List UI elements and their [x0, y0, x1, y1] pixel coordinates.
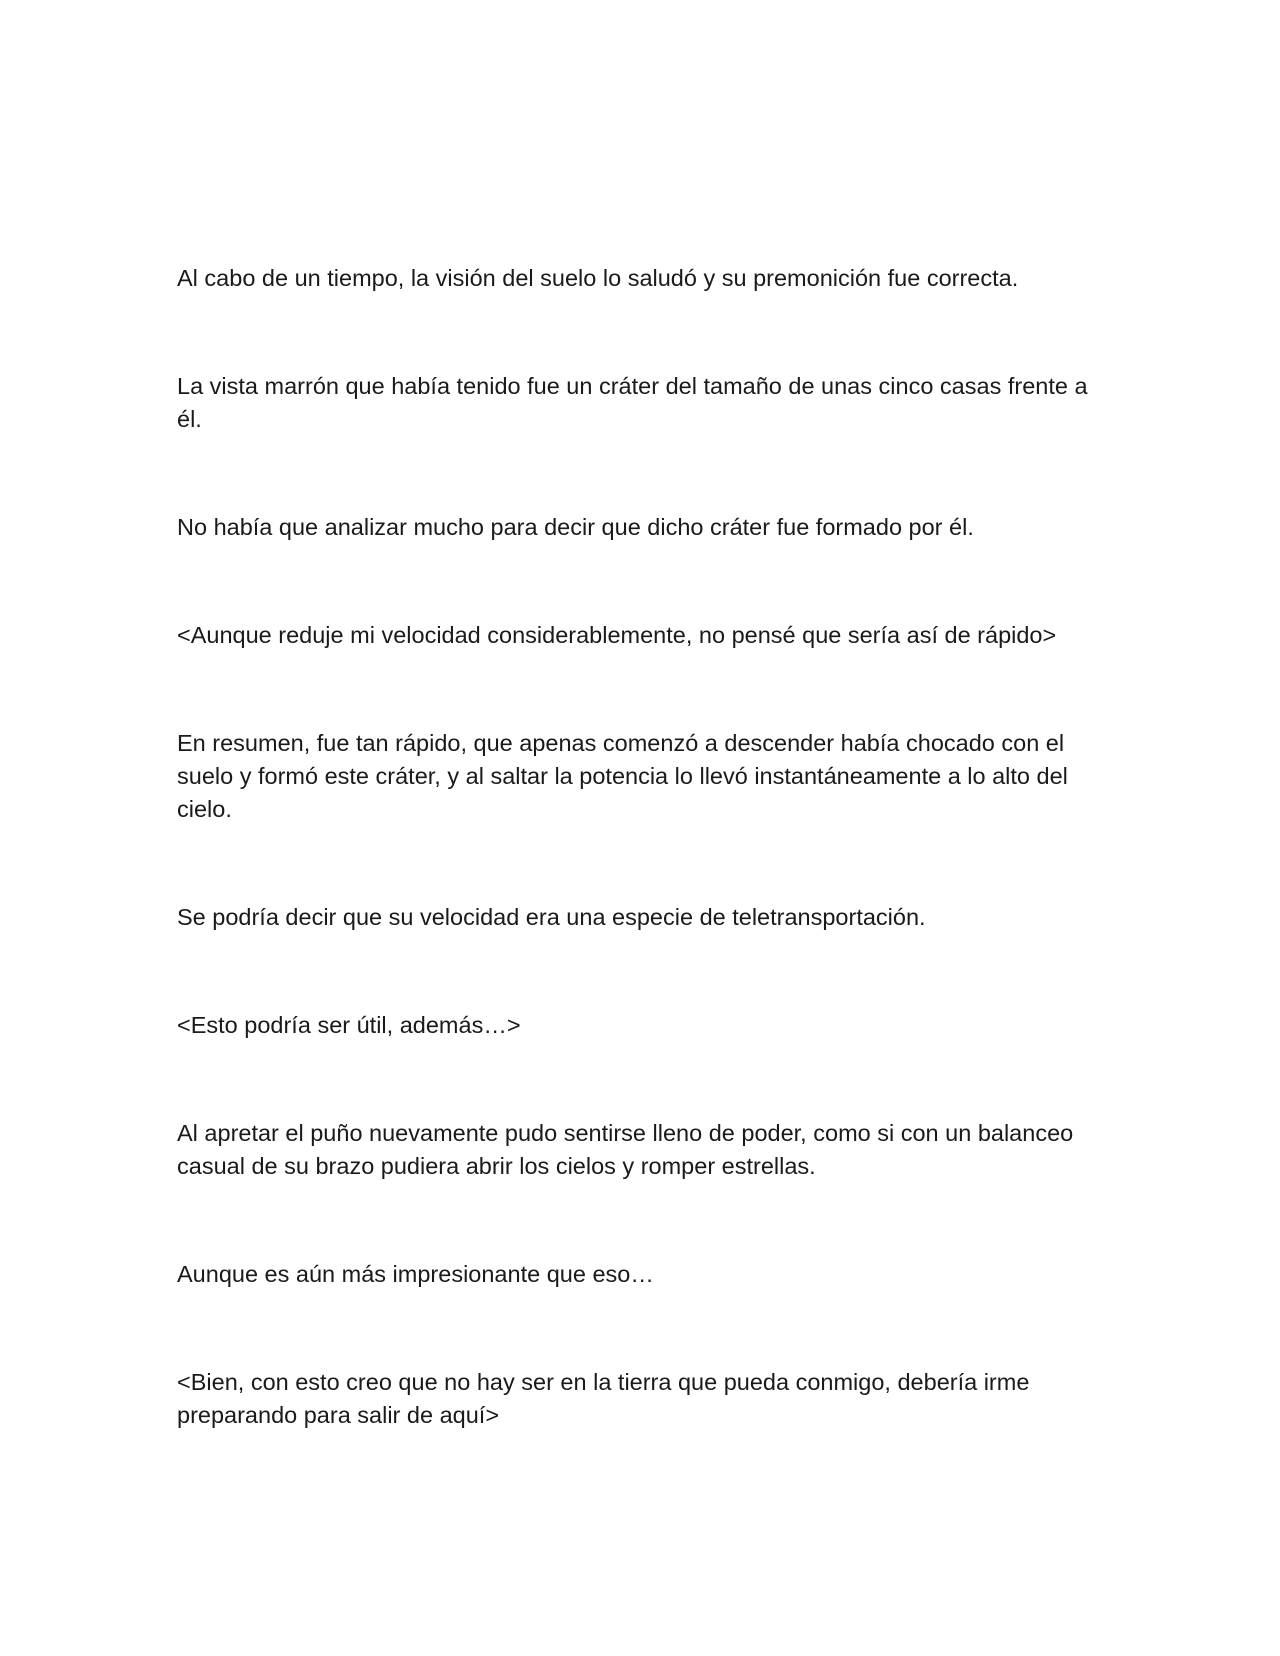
- paragraph: Se podría decir que su velocidad era una especie de teletransportación.: [177, 904, 926, 930]
- paragraph: <Aunque reduje mi velocidad considerablemente, no pensé que sería así de rápido>: [177, 622, 1057, 648]
- paragraph: Al apretar el puño nuevamente pudo sentirse lleno de poder, como si con un balanceo casual de su brazo pudiera abrir los cielos y romper estrellas.: [177, 1120, 1074, 1179]
- document-body: [177, 262, 1117, 1432]
- paragraph: La vista marrón que había tenido fue un cráter del tamaño de unas cinco casas frente a él.: [177, 373, 1088, 432]
- paragraph: <Esto podría ser útil, además…>: [177, 1012, 521, 1038]
- paragraph: No había que analizar mucho para decir que dicho cráter fue formado por él.: [177, 514, 974, 540]
- paragraph: Al cabo de un tiempo, la visión del suelo lo saludó y su premonición fue correcta.: [177, 265, 1019, 291]
- paragraph: Aunque es aún más impresionante que eso…: [177, 1261, 654, 1287]
- paragraph: <Bien, con esto creo que no hay ser en la tierra que pueda conmigo, debería irme preparando para salir de aquí>: [177, 1369, 1030, 1428]
- paragraph: En resumen, fue tan rápido, que apenas comenzó a descender había chocado con el suelo y formó este cráter, y al saltar la potencia lo llevó instantáneamente a lo alto del cielo.: [177, 730, 1068, 822]
